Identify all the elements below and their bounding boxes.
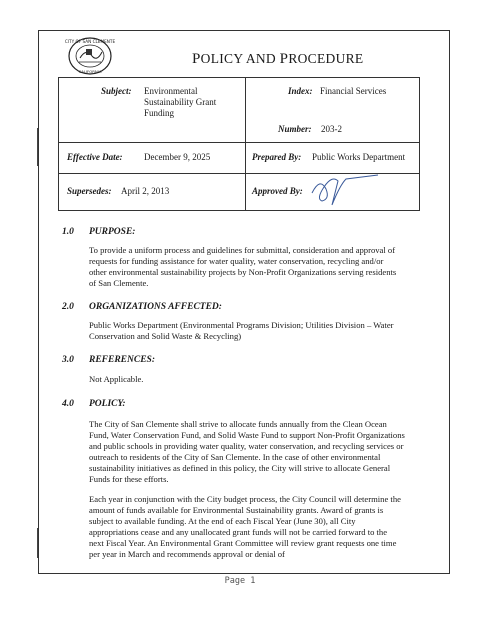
section-paragraph: To provide a uniform process and guidelines for submittal, consideration and approval of requests for funding assistance for water quality, water conservation, recycling and/or other environmental sustainability projects by Non-Profit Organizations serving residents of San Clemente. — [89, 245, 397, 288]
section-paragraph: The City of San Clemente shall strive to allocate funds annually from the Clean Ocean Fund, Water Conservation Fund, and Solid Waste Fund to support Non-Profit Organizations and public schools in providing water quality, water conservation, and recycling services or outreach to residents of the City of San Clemente. In the case of other environmental sustainability initiatives as defined in this policy, the City will strive to allocate General Funds for these efforts. — [89, 419, 405, 484]
effective-date-label: Effective Date: — [67, 152, 123, 162]
supersedes-cell — [59, 174, 246, 211]
section-number: 1.0 — [62, 227, 74, 237]
section-heading: ORGANIZATIONS AFFECTED: — [89, 302, 222, 312]
section-paragraph: Each year in conjunction with the City budget process, the City Council will determine the amount of funds available for Environmental Sustainability grants. Award of grants is subject to available funding. At the end of each Fiscal Year (June 30), all City appropriations cease and any unallocated grant funds will not be carried forward to the next Fiscal Year. An Environmental Grant Committee will review grant requests one time per year in March and recommends approval or denial of — [89, 494, 401, 559]
section-number: 3.0 — [62, 355, 74, 365]
margin-mark — [37, 528, 38, 558]
section-heading: POLICY: — [89, 399, 126, 409]
subject-label: Subject: — [101, 86, 132, 96]
index-cell — [246, 78, 420, 143]
index-value: Financial Services — [320, 86, 387, 96]
svg-text:CITY OF SAN CLEMENTE: CITY OF SAN CLEMENTE — [64, 39, 116, 44]
section-paragraph: Public Works Department (Environmental Programs Division; Utilities Division – Water Conservation and Solid Waste & Recycling) — [89, 320, 394, 341]
page-title: POLICY AND PROCEDURE — [192, 51, 364, 67]
document-header — [62, 34, 442, 76]
prepared-by-value: Public Works Department — [312, 152, 406, 162]
section-heading: REFERENCES: — [89, 355, 155, 365]
subject-cell — [59, 78, 246, 143]
supersedes-label: Supersedes: — [67, 186, 112, 196]
prepared-by-cell — [246, 143, 420, 174]
signature-icon — [310, 171, 380, 207]
section-number: 2.0 — [62, 302, 74, 312]
prepared-by-label: Prepared By: — [252, 152, 302, 162]
section-number: 4.0 — [62, 399, 74, 409]
effective-date-value: December 9, 2025 — [144, 152, 211, 162]
subject-value: Environmental Sustainability Grant Funding — [144, 86, 217, 118]
section-heading: PURPOSE: — [89, 227, 136, 237]
number-value: 203-2 — [321, 124, 342, 134]
section-paragraph: Not Applicable. — [89, 374, 144, 384]
supersedes-value: April 2, 2013 — [121, 186, 170, 196]
approved-by-label: Approved By: — [252, 186, 303, 196]
margin-mark — [37, 128, 38, 166]
page-number: Page 1 — [224, 576, 256, 586]
svg-text:CALIFORNIA: CALIFORNIA — [78, 69, 102, 74]
index-label: Index: — [288, 86, 313, 96]
effective-date-cell — [59, 143, 246, 174]
number-label: Number: — [278, 124, 312, 134]
city-seal-icon — [62, 34, 118, 78]
